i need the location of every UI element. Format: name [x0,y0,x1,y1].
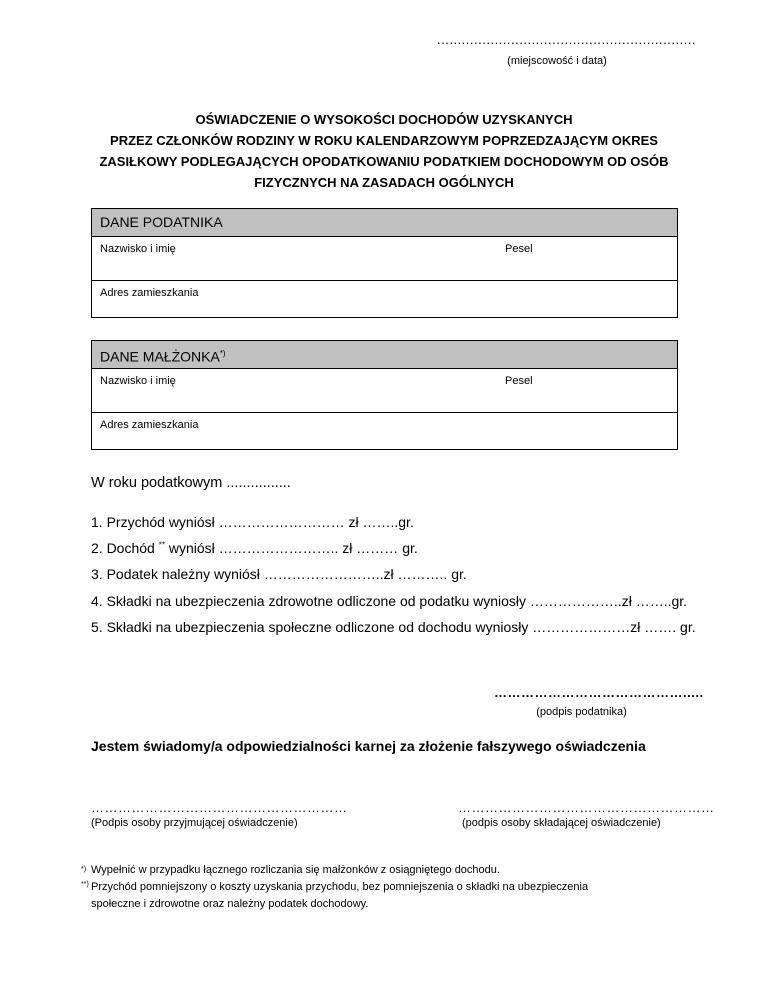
footnote-1 [81,862,671,879]
spouse-footnote-mark: *) [219,349,226,358]
taxpayer-pesel-field[interactable]: Pesel [505,243,533,255]
footnote-2 [81,879,671,913]
footnote-2-text-line2: społeczne i zdrowotne oraz należny podatek dochodowy. [91,898,369,910]
income-item-revenue[interactable]: 1. Przychód wyniósł ……………………… zł ……..gr. [91,514,414,530]
footnote-1-text: Wypełnić w przypadku łącznego rozliczania się małżonków z osiągniętego dochodu. [91,864,500,876]
income-item-tax[interactable]: 3. Podatek należny wyniósł ……………………..zł ……….. gr. [91,566,467,582]
title-line-4: FIZYCZNYCH NA ZASADACH OGÓLNYCH [254,175,514,190]
place-date-label: (miejscowość i data) [507,55,607,67]
footnote-2-text-wrap [81,879,671,896]
spouse-header [92,341,677,369]
footnote-2-mark: **) [81,881,89,888]
income-item-health-contributions[interactable]: 4. Składki na ubezpieczenia zdrowotne odliczone od podatku wyniosły ………………..zł ……..gr. [91,593,688,609]
spouse-address-field[interactable]: Adres zamieszkania [100,419,199,431]
taxpayer-section [91,208,678,318]
footnote-1-mark: *) [81,866,87,873]
spouse-header-label: DANE MAŁŻONKA [100,348,220,365]
submitter-signature-field[interactable]: ………………………………………………… [458,800,715,815]
income-item-income-value: wyniósł …………………….. zł ……… gr. [164,540,418,556]
taxpayer-header: DANE PODATNIKA [92,209,677,237]
spouse-pesel-field[interactable]: Pesel [505,375,533,387]
document-title [80,109,688,193]
liability-declaration: Jestem świadomy/a odpowiedzialności karnej za złożenie fałszywego oświadczenia [91,738,646,754]
spouse-address-row [92,413,677,449]
spouse-name-row [92,369,677,413]
footnote-2-text-line1: Przychód pomniejszony o koszty uzyskania przychodu, bez pomniejszenia o składki na ubezpieczenia [91,881,589,893]
income-item-social-contributions[interactable]: 5. Składki na ubezpieczenia społeczne odliczone od dochodu wyniosły …………………zł ……. gr. [91,619,696,635]
footnote-1-text-wrap [81,864,500,876]
taxpayer-name-field[interactable]: Nazwisko i imię [100,243,176,255]
place-date-field: ............................................................... [437,32,697,47]
taxpayer-signature-field[interactable]: ……………………………………..... [494,685,704,700]
receiver-signature-label: (Podpis osoby przyjmującej oświadczenie) [91,817,298,829]
taxpayer-address-row [92,281,677,317]
title-line-1: OŚWIADCZENIE O WYSOKOŚCI DOCHODÓW UZYSKANYCH [195,112,573,127]
taxpayer-name-row [92,237,677,281]
spouse-name-field[interactable]: Nazwisko i imię [100,375,176,387]
taxpayer-signature-label: (podpis podatnika) [536,706,627,718]
income-item-income-label: 2. Dochód [91,540,159,556]
spouse-section [91,340,678,450]
receiver-signature-field[interactable]: ………………………………………………… [91,800,348,815]
income-item-income[interactable] [91,540,418,556]
tax-year-line[interactable]: W roku podatkowym ................ [91,475,291,491]
income-footnote-mark: ** [158,540,165,550]
taxpayer-address-field[interactable]: Adres zamieszkania [100,287,199,299]
title-line-3: ZASIŁKOWY PODLEGAJĄCYCH OPODATKOWANIU PODATKIEM DOCHODOWYM OD OSÓB [99,154,669,169]
title-line-2: PRZEZ CZŁONKÓW RODZINY W ROKU KALENDARZOWYM POPRZEDZAJĄCYM OKRES [110,133,658,148]
submitter-signature-label: (podpis osoby składającej oświadczenie) [462,817,661,829]
